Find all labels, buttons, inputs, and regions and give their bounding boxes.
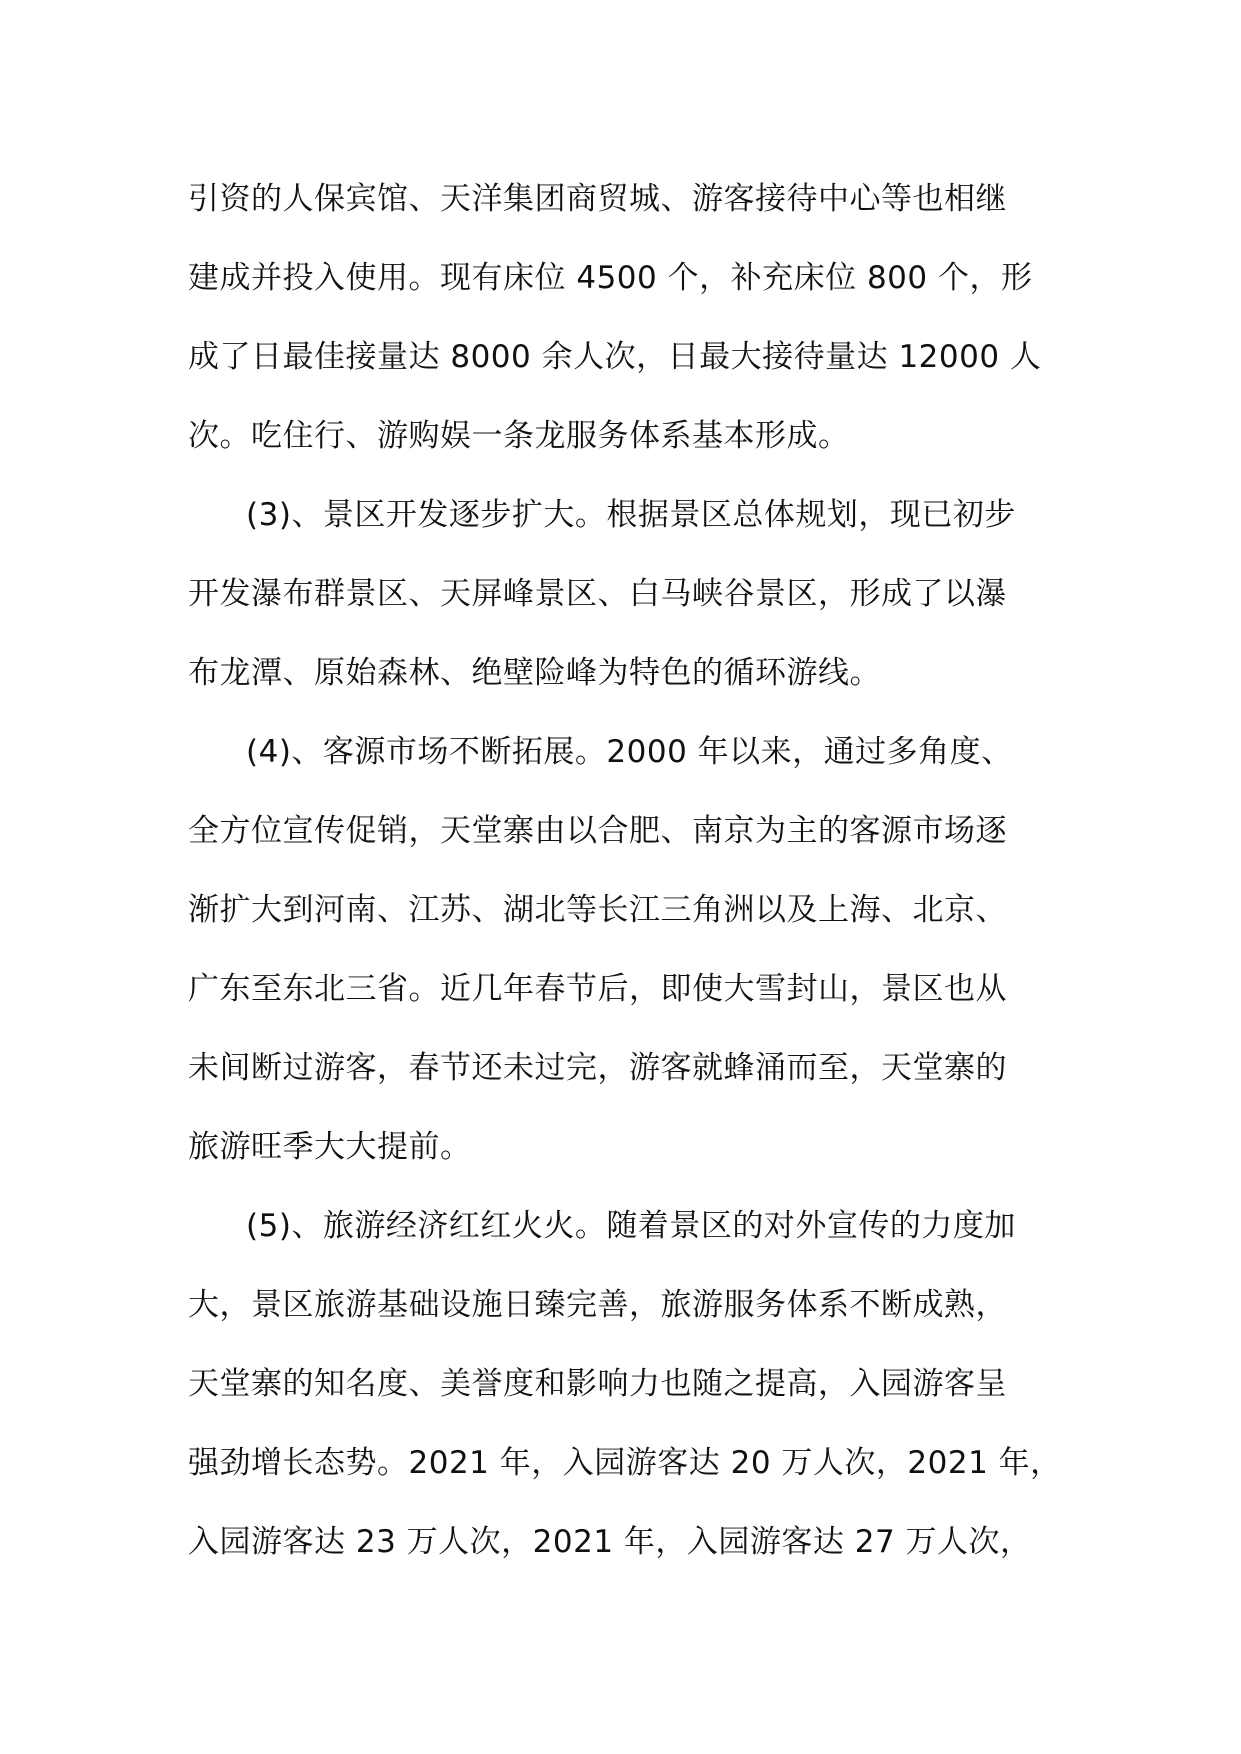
text-line: 天堂寨的知名度、美誉度和影响力也随之提高，入园游客呈 bbox=[188, 1366, 1007, 1402]
text-line: 旅游旺季大大提前。 bbox=[188, 1129, 472, 1165]
text-line: 成了日最佳接量达 8000 余人次，日最大接待量达 12000 人 bbox=[188, 339, 1042, 375]
text-line: 全方位宣传促销，天堂寨由以合肥、南京为主的客源市场逐 bbox=[188, 813, 1007, 849]
text-line: (5)、旅游经济红红火火。随着景区的对外宣传的力度加 bbox=[246, 1208, 1016, 1244]
text-line: 广东至东北三省。近几年春节后，即使大雪封山，景区也从 bbox=[188, 971, 1007, 1007]
paragraph-1 bbox=[188, 160, 1058, 476]
paragraph-2 bbox=[188, 476, 1058, 713]
text-line: 次。吃住行、游购娱一条龙服务体系基本形成。 bbox=[188, 418, 850, 454]
text-line: 未间断过游客，春节还未过完，游客就蜂涌而至，天堂寨的 bbox=[188, 1050, 1007, 1086]
text-line: 建成并投入使用。现有床位 4500 个，补充床位 800 个，形 bbox=[188, 260, 1033, 296]
text-line: 强劲增长态势。2021 年，入园游客达 20 万人次，2021 年， bbox=[188, 1445, 1062, 1481]
text-line: 布龙潭、原始森林、绝壁险峰为特色的循环游线。 bbox=[188, 655, 881, 691]
text-line: 开发瀑布群景区、天屏峰景区、白马峡谷景区，形成了以瀑 bbox=[188, 576, 1007, 612]
document-body bbox=[188, 160, 1062, 1582]
text-line: 渐扩大到河南、江苏、湖北等长江三角洲以及上海、北京、 bbox=[188, 892, 1007, 928]
paragraph-4 bbox=[188, 1187, 1062, 1582]
text-line: 入园游客达 23 万人次，2021 年，入园游客达 27 万人次， bbox=[188, 1524, 1032, 1560]
text-line: 大，景区旅游基础设施日臻完善，旅游服务体系不断成熟， bbox=[188, 1287, 1007, 1323]
paragraph-3 bbox=[188, 713, 1058, 1187]
text-line: 引资的人保宾馆、天洋集团商贸城、游客接待中心等也相继 bbox=[188, 181, 1007, 217]
text-line: (4)、客源市场不断拓展。2000 年以来，通过多角度、 bbox=[246, 734, 1013, 770]
text-line: (3)、景区开发逐步扩大。根据景区总体规划，现已初步 bbox=[246, 497, 1016, 533]
